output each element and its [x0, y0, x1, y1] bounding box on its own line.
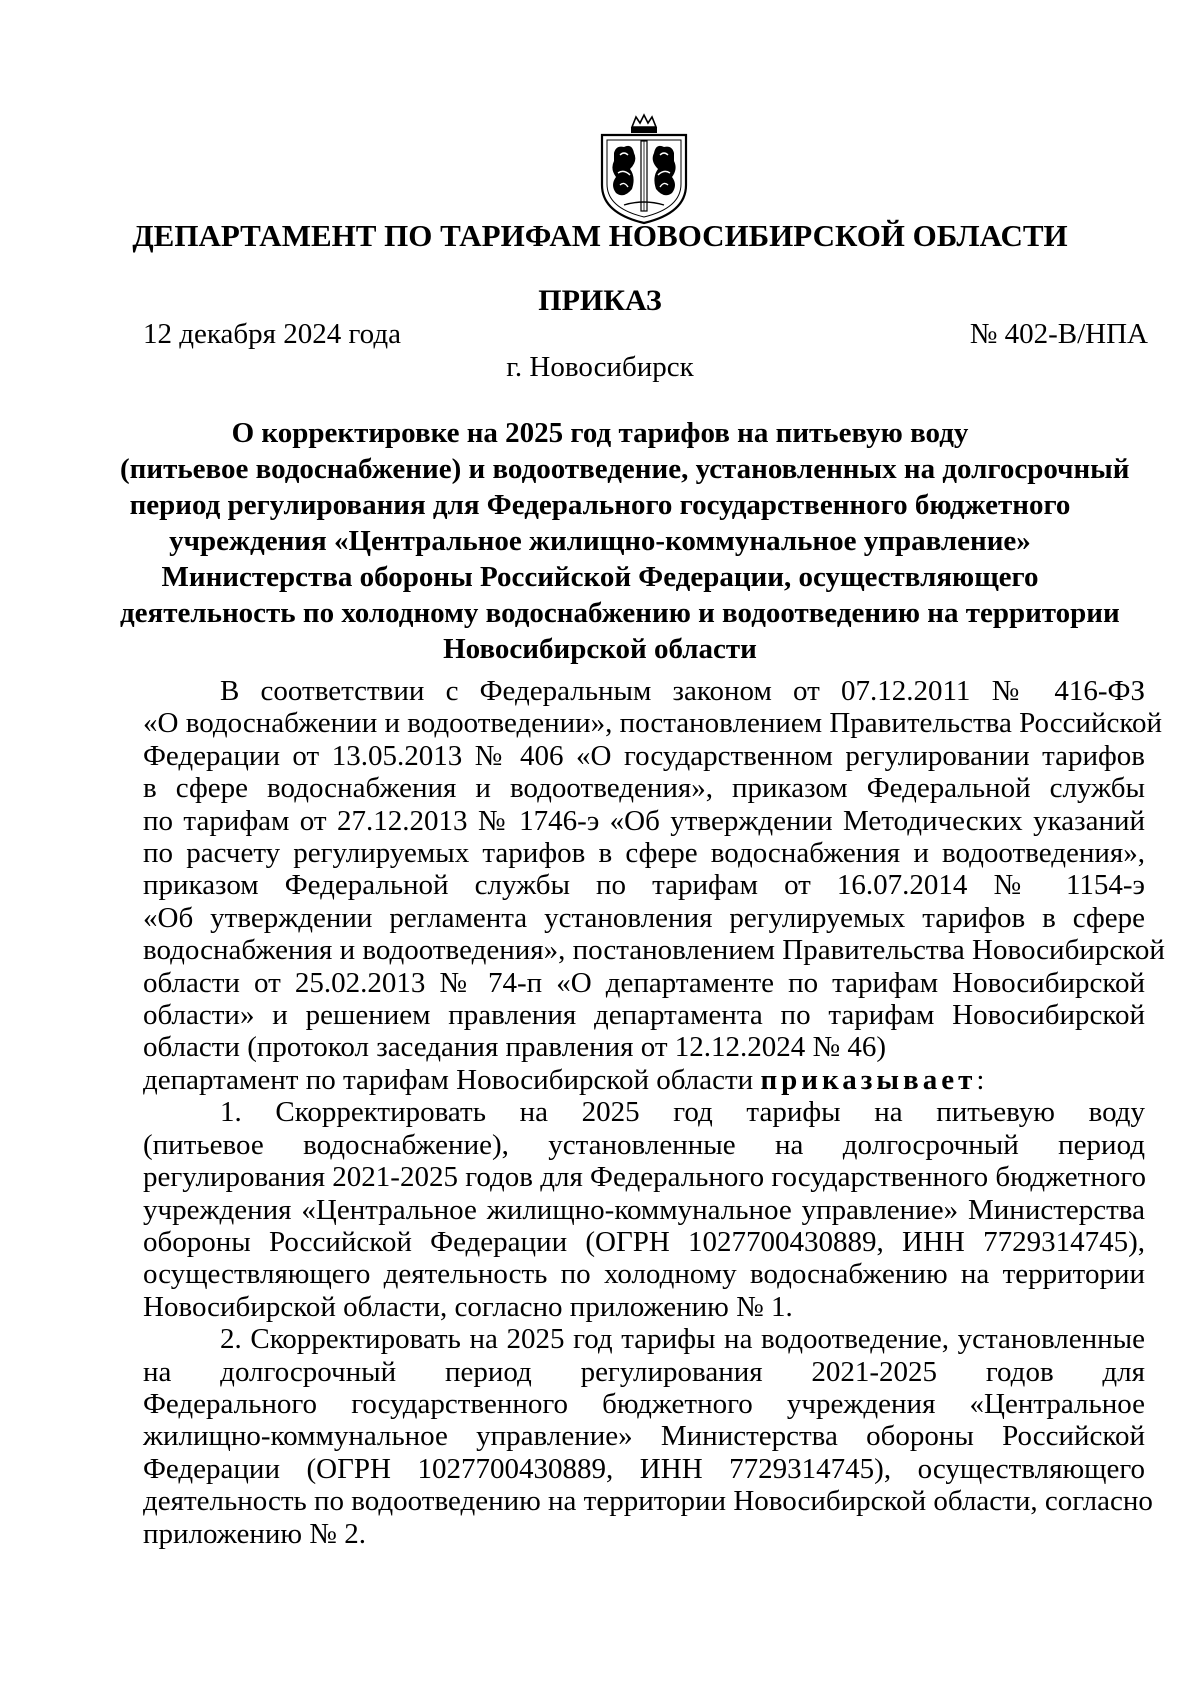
- item-line: осуществляющего деятельность по холодному водоснабжению на территории: [143, 1258, 1145, 1291]
- subject-line: (питьевое водоснабжение) и водоотведение, установленных на долгосрочный: [120, 453, 1130, 485]
- preamble-paragraph: [143, 675, 1165, 1096]
- order-body: [143, 675, 1165, 1550]
- item-line: обороны Российской Федерации (ОГРН 1027700430889, ИНН 7729314745),: [143, 1225, 1145, 1258]
- document-type-label: ПРИКАЗ: [538, 284, 662, 317]
- preamble-line: области от 25.02.2013 № 74-п «О департаменте по тарифам Новосибирской: [143, 966, 1145, 999]
- preamble-line: области (протокол заседания правления от 12.12.2024 № 46): [143, 1031, 887, 1064]
- preamble-line: водоснабжения и водоотведения», постановлением Правительства Новосибирской: [143, 934, 1165, 967]
- preamble-line: приказом Федеральной службы по тарифам от 16.07.2014 № 1154-э: [143, 869, 1145, 902]
- item-line: (питьевое водоснабжение), установленные на долгосрочный период: [143, 1128, 1145, 1161]
- preamble-line: в сфере водоснабжения и водоотведения», приказом Федеральной службы: [143, 772, 1145, 805]
- organization-title: ДЕПАРТАМЕНТ ПО ТАРИФАМ НОВОСИБИРСКОЙ ОБЛАСТИ: [132, 218, 1068, 253]
- preamble-line: по расчету регулируемых тарифов в сфере водоснабжения и водоотведения»,: [143, 837, 1145, 870]
- subject-line: деятельность по холодному водоснабжению и водоотведению на территории: [120, 597, 1120, 629]
- preamble-line: Федерации от 13.05.2013 № 406 «О государственном регулировании тарифов: [143, 739, 1145, 772]
- subject-line: период регулирования для Федерального государственного бюджетного: [129, 489, 1071, 521]
- order-number: № 402-В/НПА: [969, 318, 1148, 350]
- item-line: на долгосрочный период регулирования 2021-2025 годов для: [143, 1355, 1145, 1388]
- item-line: 2. Скорректировать на 2025 год тарифы на водоотведение, установленные: [220, 1323, 1145, 1356]
- closing-prefix: департамент по тарифам Новосибирской области: [143, 1063, 761, 1096]
- item-line: регулирования 2021-2025 годов для Федерального государственного бюджетного: [143, 1161, 1147, 1194]
- preamble-closing: [143, 1064, 1145, 1096]
- subject-line: учреждения «Центральное жилищно-коммунальное управление»: [169, 525, 1031, 557]
- item-2-paragraph: [143, 1323, 1153, 1550]
- closing-suffix: :: [976, 1063, 985, 1096]
- item-line: деятельность по водоотведению на территории Новосибирской области, согласно: [143, 1485, 1153, 1518]
- preamble-line: В соответствии с Федеральным законом от 07.12.2011 № 416-ФЗ: [220, 675, 1145, 707]
- order-city: г. Новосибирск: [506, 351, 694, 383]
- item-1-paragraph: [143, 1096, 1145, 1323]
- item-line: Федерального государственного бюджетного учреждения «Центральное: [143, 1387, 1145, 1420]
- item-line: 1. Скорректировать на 2025 год тарифы на питьевую воду: [220, 1096, 1145, 1129]
- item-line: приложению № 2.: [143, 1517, 366, 1550]
- item-line: жилищно-коммунальное управление» Министерства обороны Российской: [143, 1420, 1145, 1453]
- item-line: Новосибирской области, согласно приложению № 1.: [143, 1290, 793, 1323]
- item-line: Федерации (ОГРН 1027700430889, ИНН 7729314745), осуществляющего: [143, 1452, 1145, 1485]
- closing-keyword: приказывает: [760, 1063, 977, 1096]
- subject-line: Новосибирской области: [443, 633, 757, 665]
- preamble-line: области» и решением правления департамента по тарифам Новосибирской: [143, 999, 1145, 1032]
- order-subject-heading: [120, 415, 1130, 667]
- preamble-line: по тарифам от 27.12.2013 № 1746-э «Об утверждении Методических указаний: [143, 804, 1145, 837]
- subject-line: О корректировке на 2025 год тарифов на питьевую воду: [231, 417, 969, 449]
- item-line: учреждения «Центральное жилищно-коммунальное управление» Министерства: [143, 1193, 1145, 1226]
- preamble-line: «Об утверждении регламента установления регулируемых тарифов в сфере: [143, 901, 1145, 934]
- preamble-line: «О водоснабжении и водоотведении», постановлением Правительства Российской: [143, 707, 1162, 740]
- order-date: 12 декабря 2024 года: [143, 318, 401, 350]
- subject-line: Министерства обороны Российской Федерации, осуществляющего: [161, 561, 1039, 593]
- coat-of-arms-icon: [594, 113, 694, 225]
